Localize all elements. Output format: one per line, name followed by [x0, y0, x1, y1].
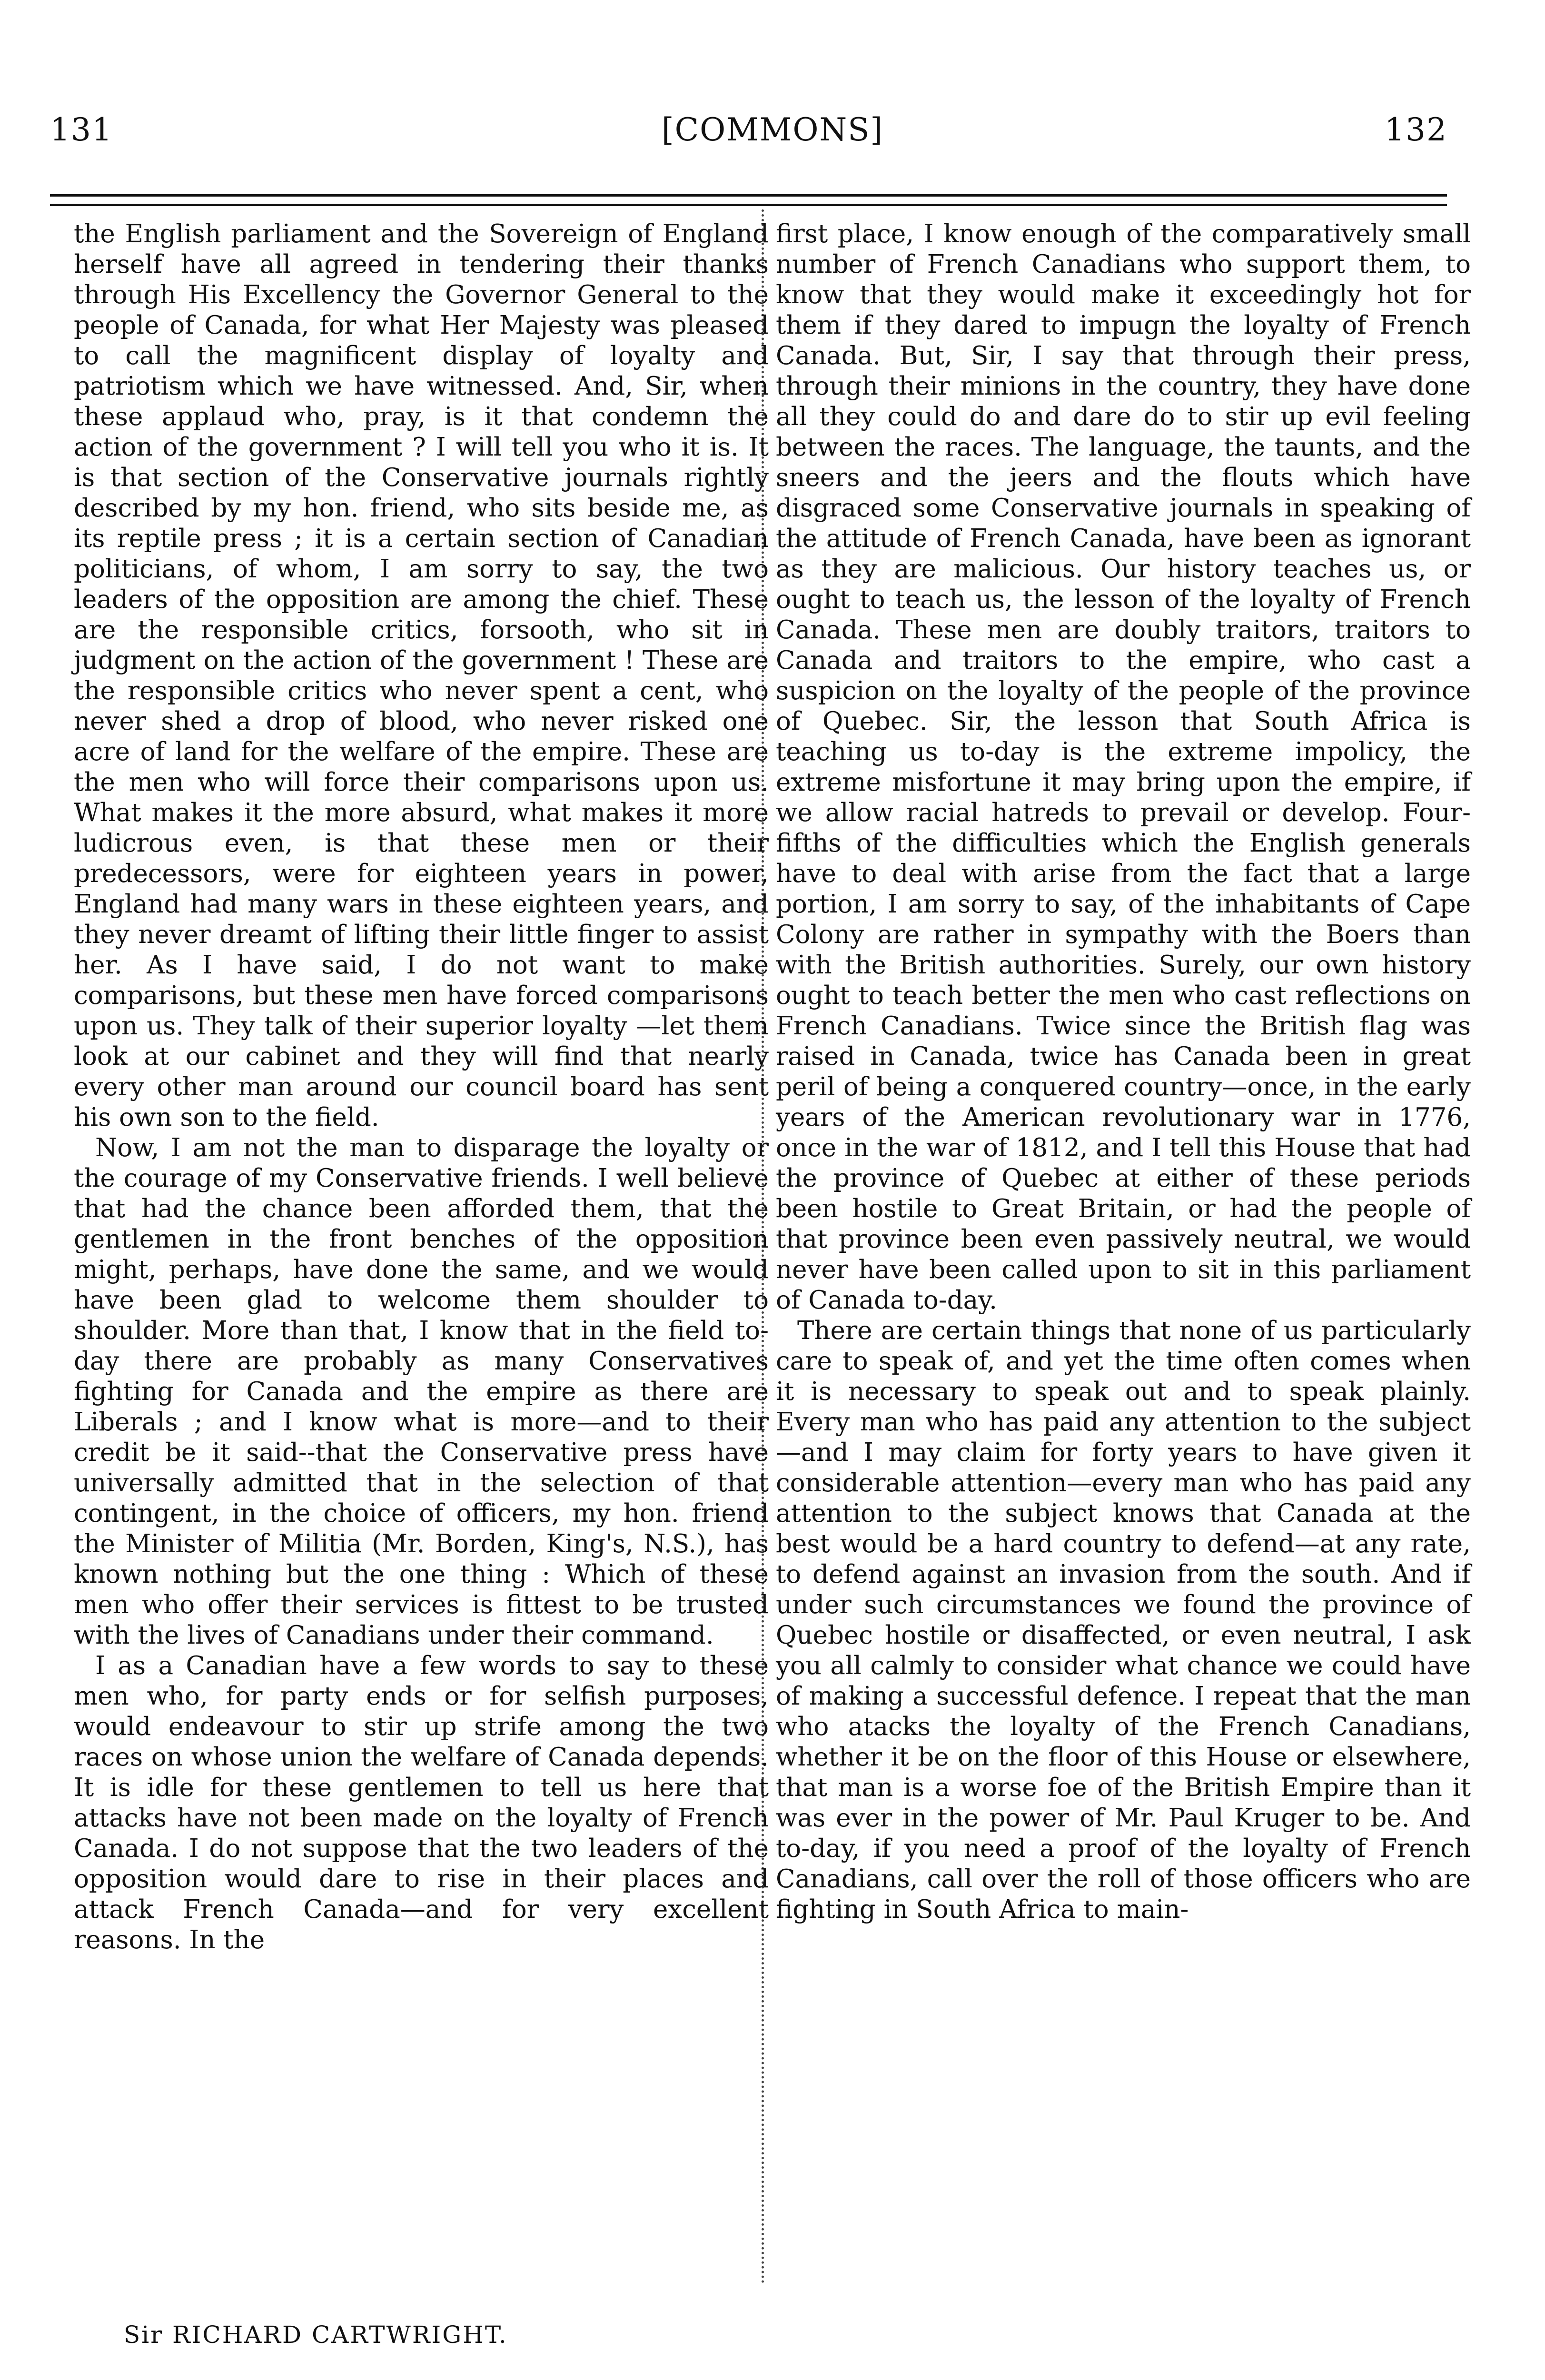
page-number-right: 132 [1385, 111, 1447, 148]
page-number-left: 131 [50, 111, 113, 148]
right-column [776, 219, 1471, 1925]
paragraph: the English parliament and the Sovereign of England herself have all agreed in tendering their thanks through His Excellency the Governor General to the people of Canada, for what Her Majesty was pleased to call the magnificent display of loyalty and patriotism which we have witnessed. And, Sir, when these applaud who, pray, is it that condemn the action of the government ? I will tell you who it is. It is that section of the Conservative journals rightly described by my hon. friend, who sits beside me, as its reptile press ; it is a certain section of Canadian politicians, of whom, I am sorry to say, the two leaders of the opposition are among the chief. These are the responsible critics, forsooth, who sit in judgment on the action of the government ! These are the responsible critics who never spent a cent, who never shed a drop of blood, who never risked one acre of land for the welfare of the empire. These are the men who will force their comparisons upon us. What makes it the more absurd, what makes it more ludicrous even, is that these men or their predecessors, were for eighteen years in power, England had many wars in these eighteen years, and they never dreamt of lifting their little finger to assist her. As I have said, I do not want to make comparisons, but these men have forced comparisons upon us. They talk of their superior loyalty —let them look at our cabinet and they will find that nearly every other man around our council board has sent his own son to the field. [74, 219, 769, 1132]
paragraph: first place, I know enough of the comparatively small number of French Canadians who support them, to know that they would make it exceedingly hot for them if they dared to impugn the loyalty of French Canada. But, Sir, I say that through their press, through their minions in the country, they have done all they could do and dare do to stir up evil feeling between the races. The language, the taunts, and the sneers and the jeers and the flouts which have disgraced some Conservative journals in speaking of the attitude of French Canada, have been as ignorant as they are malicious. Our history teaches us, or ought to teach us, the lesson of the loyalty of French Canada. These men are doubly traitors, traitors to Canada and traitors to the empire, who cast a suspicion on the loyalty of the people of the province of Quebec. Sir, the lesson that South Africa is teaching us to-day is the extreme impolicy, the extreme misfortune it may bring upon the empire, if we allow racial hatreds to prevail or develop. Four-fifths of the difficulties which the English generals have to deal with arise from the fact that a large portion, I am sorry to say, of the inhabitants of Cape Colony are rather in sympathy with the Boers than with the British authorities. Surely, our own history ought to teach better the men who cast reflections on French Canadians. Twice since the British flag was raised in Canada, twice has Canada been in great peril of being a conquered country—once, in the early years of the American revolutionary war in 1776, once in the war of 1812, and I tell this House that had the province of Quebec at either of these periods been hostile to Great Britain, or had the people of that province been even passively neutral, we would never have been called upon to sit in this parliament of Canada to-day. [776, 219, 1471, 1315]
header-rule-bottom [50, 204, 1447, 206]
running-title: [COMMONS] [661, 111, 884, 148]
paragraph: I as a Canadian have a few words to say to these men who, for party ends or for selfish purposes, would endeavour to stir up strife among the two races on whose union the welfare of Canada depends. It is idle for these gentlemen to tell us here that attacks have not been made on the loyalty of French Canada. I do not suppose that the two leaders of the opposition would dare to rise in their places and attack French Canada—and for very excellent reasons. In the [74, 1651, 769, 1954]
speaker-signature: Sir RICHARD CARTWRIGHT. [124, 2321, 508, 2349]
paragraph: Now, I am not the man to disparage the loyalty or the courage of my Conservative friends. I well believe that had the chance been afforded them, that the gentlemen in the front benches of the opposition might, perhaps, have done the same, and we would have been glad to welcome them shoulder to shoulder. More than that, I know that in the field to-day there are probably as many Conservatives fighting for Canada and the empire as there are Liberals ; and I know what is more—and to their credit be it said--that the Conservative press have universally admitted that in the selection of that contingent, in the choice of officers, my hon. friend the Minister of Militia (Mr. Borden, King's, N.S.), has known nothing but the one thing : Which of these men who offer their services is fittest to be trusted with the lives of Canadians under their command. [74, 1133, 769, 1650]
header-rule-top [50, 194, 1447, 197]
left-column [74, 219, 769, 1955]
paragraph: There are certain things that none of us particularly care to speak of, and yet the time often comes when it is necessary to speak out and to speak plainly. Every man who has paid any attention to the subject—and I may claim for forty years to have given it considerable attention—every man who has paid any attention to the subject knows that Canada at the best would be a hard country to defend—at any rate, to defend against an invasion from the south. And if under such circumstances we found the province of Quebec hostile or disaffected, or even neutral, I ask you all calmly to consider what chance we could have of making a successful defence. I repeat that the man who atacks the loyalty of the French Canadians, whether it be on the floor of this House or elsewhere, that man is a worse foe of the British Empire than it was ever in the power of Mr. Paul Kruger to be. And to-day, if you need a proof of the loyalty of French Canadians, call over the roll of those officers who are fighting in South Africa to main- [776, 1316, 1471, 1924]
